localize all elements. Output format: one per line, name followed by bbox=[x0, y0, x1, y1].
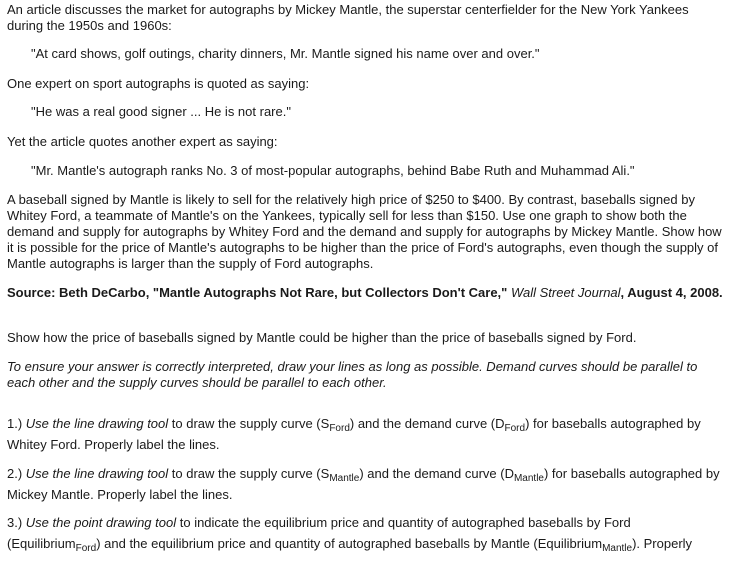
expert-1-intro: One expert on sport autographs is quoted as saying: bbox=[7, 76, 310, 91]
step-3 bbox=[7, 512, 724, 554]
quote-2: "He was a real good signer ... He is not rare." bbox=[31, 104, 291, 119]
instruction-note: To ensure your answer is correctly interpreted, draw your lines as long as possible. Demand curves should be parallel to each other and the supply curves should be parallel to each other. bbox=[7, 359, 698, 390]
step-2-number: 2.) bbox=[7, 466, 23, 481]
step-1 bbox=[7, 413, 724, 455]
step-3-sub-2: Mantle bbox=[602, 543, 633, 554]
step-1-tool: Use the line drawing tool bbox=[25, 416, 169, 431]
step-2-text-b: ) and the demand curve (D bbox=[359, 466, 514, 481]
step-2-sub-2: Mantle bbox=[513, 473, 544, 484]
intro-text: An article discusses the market for autographs by Mickey Mantle, the superstar centerfielder for the New York Yankees during the 1950s and 1960s: bbox=[7, 2, 689, 33]
step-1-text-b: ) and the demand curve (D bbox=[349, 416, 505, 431]
source-journal: Wall Street Journal bbox=[510, 285, 621, 300]
source-tail: , August 4, 2008. bbox=[620, 285, 723, 300]
step-1-sub-2: Ford bbox=[504, 423, 526, 434]
step-1-sub-1: Ford bbox=[329, 423, 350, 434]
step-2-text-a: to draw the supply curve (S bbox=[171, 466, 330, 481]
step-3-tool: Use the point drawing tool bbox=[25, 515, 177, 530]
step-3-text-a: to indicate the equilibrium price and quantity of autographed baseballs by Ford (Equilibrium bbox=[7, 515, 631, 551]
step-3-text-b: ) and the equilibrium price and quantity of autographed baseballs by Mantle (Equilibrium bbox=[96, 536, 603, 551]
step-1-text-c: ) for baseballs autographed by Whitey Ford. Properly label the lines. bbox=[7, 416, 701, 452]
body-paragraph: A baseball signed by Mantle is likely to sell for the relatively high price of $250 to $400. By contrast, baseballs signed by Whitey Ford, a teammate of Mantle's on the Yankees, typically sell for less than $150. Use one graph to show both the demand and supply for autographs by Whitey Ford and the demand and supply for autographs by Mickey Mantle. Show how it is possible for the price of Mantle's autographs to be higher than the price of Ford's autographs, even though the supply of Mantle autographs is larger than the supply of Ford autographs. bbox=[7, 192, 722, 271]
step-2-sub-1: Mantle bbox=[329, 473, 360, 484]
step-3-sub-1: Ford bbox=[75, 543, 97, 554]
source-lead: Source: Beth DeCarbo, "Mantle Autographs Not Rare, but Collectors Don't Care," bbox=[7, 285, 508, 300]
source-citation bbox=[7, 285, 724, 301]
step-3-text-c: ). Properly bbox=[632, 536, 693, 551]
step-1-text-a: to draw the supply curve (S bbox=[171, 416, 330, 431]
step-1-number: 1.) bbox=[7, 416, 23, 431]
quote-3: "Mr. Mantle's autograph ranks No. 3 of most-popular autographs, behind Babe Ruth and Muhammad Ali." bbox=[31, 163, 635, 178]
step-3-number: 3.) bbox=[7, 515, 23, 530]
task-text: Show how the price of baseballs signed by Mantle could be higher than the price of baseballs signed by Ford. bbox=[7, 330, 637, 345]
step-2 bbox=[7, 463, 724, 505]
step-2-tool: Use the line drawing tool bbox=[25, 466, 169, 481]
quote-1: "At card shows, golf outings, charity dinners, Mr. Mantle signed his name over and over." bbox=[31, 46, 540, 61]
step-2-text-c: ) for baseballs autographed by Mickey Mantle. Properly label the lines. bbox=[7, 466, 720, 502]
expert-2-intro: Yet the article quotes another expert as saying: bbox=[7, 134, 278, 149]
